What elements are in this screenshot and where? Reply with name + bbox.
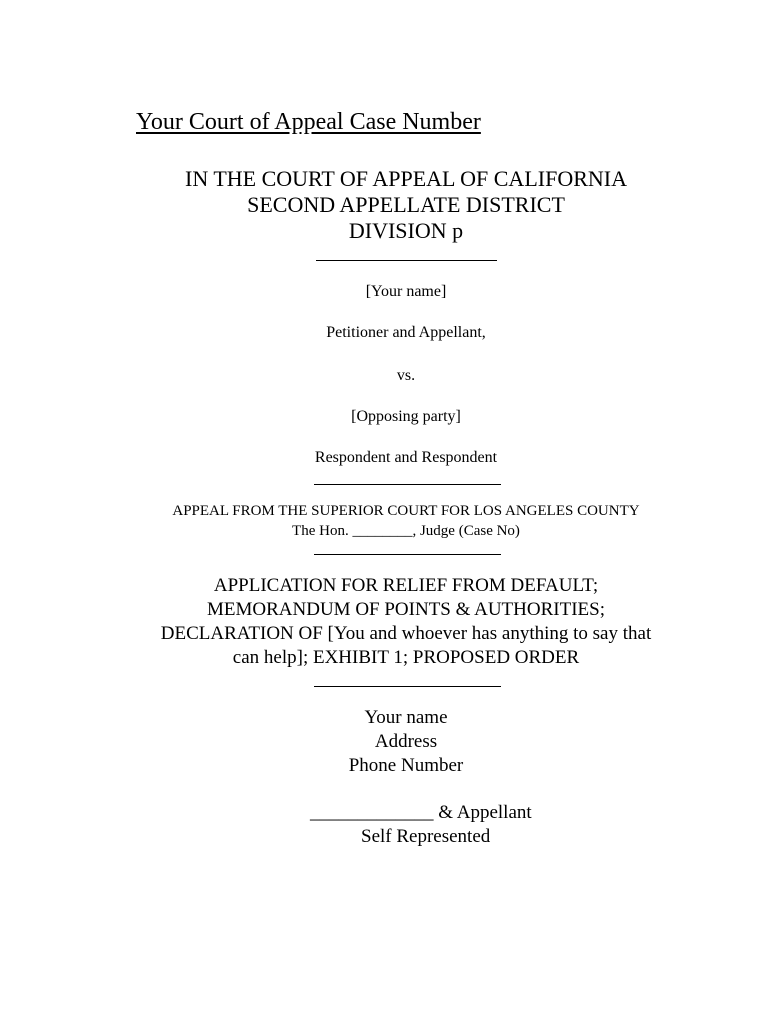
signature-role-line: _____________ & Appellant <box>310 802 532 823</box>
petitioner-role: Petitioner and Appellant, <box>326 324 486 341</box>
appeal-line-1: APPEAL FROM THE SUPERIOR COURT FOR LOS ANGELES COUNTY <box>172 503 640 519</box>
document-title <box>0 574 768 670</box>
contact-name: Your name <box>364 707 448 728</box>
title-line-3: DECLARATION OF [You and whoever has anything to say that <box>160 623 652 644</box>
court-line-3: DIVISION p <box>348 218 464 243</box>
divider-rule <box>316 260 497 261</box>
contact-address: Address <box>374 731 438 752</box>
court-line-1: IN THE COURT OF APPEAL OF CALIFORNIA <box>185 166 627 191</box>
divider-rule <box>314 686 501 687</box>
divider-rule <box>314 484 501 485</box>
appeal-line-2: The Hon. ________, Judge (Case No) <box>292 523 520 539</box>
signature-status: Self Represented <box>361 826 491 847</box>
appeal-block <box>0 501 768 541</box>
contact-block <box>0 706 768 778</box>
respondent-role: Respondent and Respondent <box>314 449 498 466</box>
case-number-heading: Your Court of Appeal Case Number <box>136 109 481 135</box>
petitioner-name: [Your name] <box>365 283 447 300</box>
versus: vs. <box>396 367 416 384</box>
title-line-4: can help]; EXHIBIT 1; PROPOSED ORDER <box>232 647 580 668</box>
title-line-1: APPLICATION FOR RELIEF FROM DEFAULT; <box>213 575 599 596</box>
court-line-2: SECOND APPELLATE DISTRICT <box>247 192 565 217</box>
respondent-name: [Opposing party] <box>351 408 461 425</box>
court-heading <box>0 166 768 244</box>
title-line-2: MEMORANDUM OF POINTS & AUTHORITIES; <box>207 599 605 620</box>
contact-phone: Phone Number <box>348 755 464 776</box>
divider-rule <box>314 554 501 555</box>
